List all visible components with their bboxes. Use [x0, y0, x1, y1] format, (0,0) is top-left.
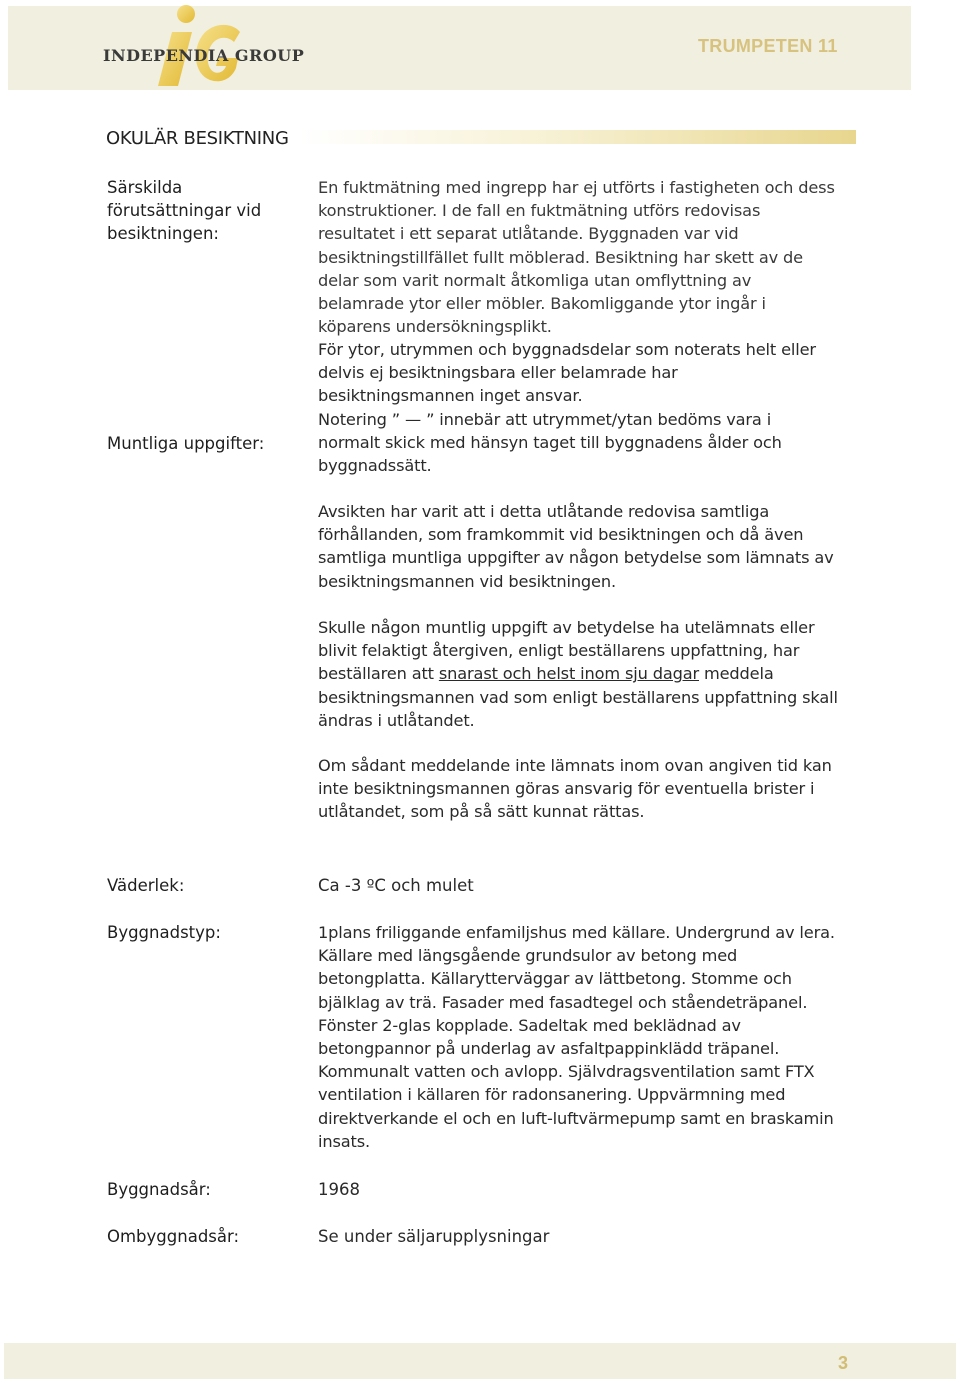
- header-title: TRUMPETEN 11: [698, 36, 838, 56]
- paragraph-liability: För ytor, utrymmen och byggnadsdelar som noterats helt eller delvis ej besiktningsbara eller belamrade har besiktningsmannen inget ansvar.: [318, 340, 816, 406]
- logo-text: INDEPENDIA GROUP: [103, 46, 305, 65]
- independia-logo-mark: [148, 2, 244, 88]
- label-weather: Väderlek:: [107, 876, 185, 895]
- label-rebuild-year: Ombyggnadsår:: [107, 1227, 240, 1246]
- paragraph-moisture: En fuktmätning med ingrepp har ej utförts i fastigheten och dess konstruktioner. I de fall en fuktmätning utförs redovisas resultatet i ett separat utlåtande. Byggnaden var vid besiktningstillfället fullt möblerad. Besiktning har skett av de delar som varit normalt åtkomliga utan omflyttning av belamrade ytor eller möbler. Bakomliggande ytor ingår i köparens undersökningsplikt.: [318, 178, 835, 337]
- paragraph-oral-info-end: meddela besiktningsmannen vad som enligt beställarens uppfattning skall ändras i utlåtandet.: [318, 664, 838, 730]
- page-number: 3: [838, 1353, 849, 1373]
- title-gradient-bar: [300, 130, 856, 144]
- label-oral-info: Muntliga uppgifter:: [107, 434, 265, 453]
- label-build-year: Byggnadsår:: [107, 1180, 211, 1199]
- paragraph-notice: Om sådant meddelande inte lämnats inom ovan angiven tid kan inte besiktningsmannen göras ansvarig för eventuella brister i utlåtandet, som på så sätt kunnat rättas.: [318, 756, 832, 822]
- paragraph-oral-info-start: Skulle någon muntlig uppgift av betydelse ha utelämnats eller blivit felaktigt återgiven, enligt beställarens uppfattning, har beställaren att: [318, 618, 815, 684]
- value-building-type: 1plans friliggande enfamiljshus med källare. Undergrund av lera. Källare med längsgående grundsulor av betong med betongplatta. Källarytterväggar av lättbetong. Stomme och bjälklag av trä. Fasader med fasadtegel och ståendeträpanel. Fönster 2-glas kopplade. Sadeltak med beklädnad av betongpannor på underlag av asfaltpappinklädd träpanel. Kommunalt vatten och avlopp. Självdragsventilation samt FTX ventilation i källaren för radonsanering. Uppvärmning med direktverkande el och en luft-luftvärmepump samt en braskamin insats.: [318, 923, 835, 1151]
- label-building-type: Byggnadstyp:: [107, 923, 221, 942]
- paragraph-intent: Avsikten har varit att i detta utlåtande redovisa samtliga förhållanden, som framkommit vid besiktningen och då även samtliga muntliga uppgifter av någon betydelse som lämnats av besiktningsmannen vid besiktningen.: [318, 502, 834, 591]
- deadline-underlined: snarast och helst inom sju dagar: [438, 664, 699, 684]
- section-title: OKULÄR BESIKTNING: [106, 128, 289, 149]
- value-build-year: 1968: [318, 1180, 360, 1199]
- value-rebuild-year: Se under säljarupplysningar: [318, 1227, 550, 1246]
- value-weather: Ca -3 ºC och mulet: [318, 876, 474, 895]
- paragraph-notation: Notering ” — ” innebär att utrymmet/ytan bedöms vara i normalt skick med hänsyn taget till byggnadens ålder och byggnadssätt.: [318, 410, 782, 476]
- label-special-conditions: Särskilda förutsättningar vid besiktningen:: [107, 178, 262, 243]
- footer-band: [4, 1343, 956, 1379]
- paragraph-oral-info: [318, 616, 838, 732]
